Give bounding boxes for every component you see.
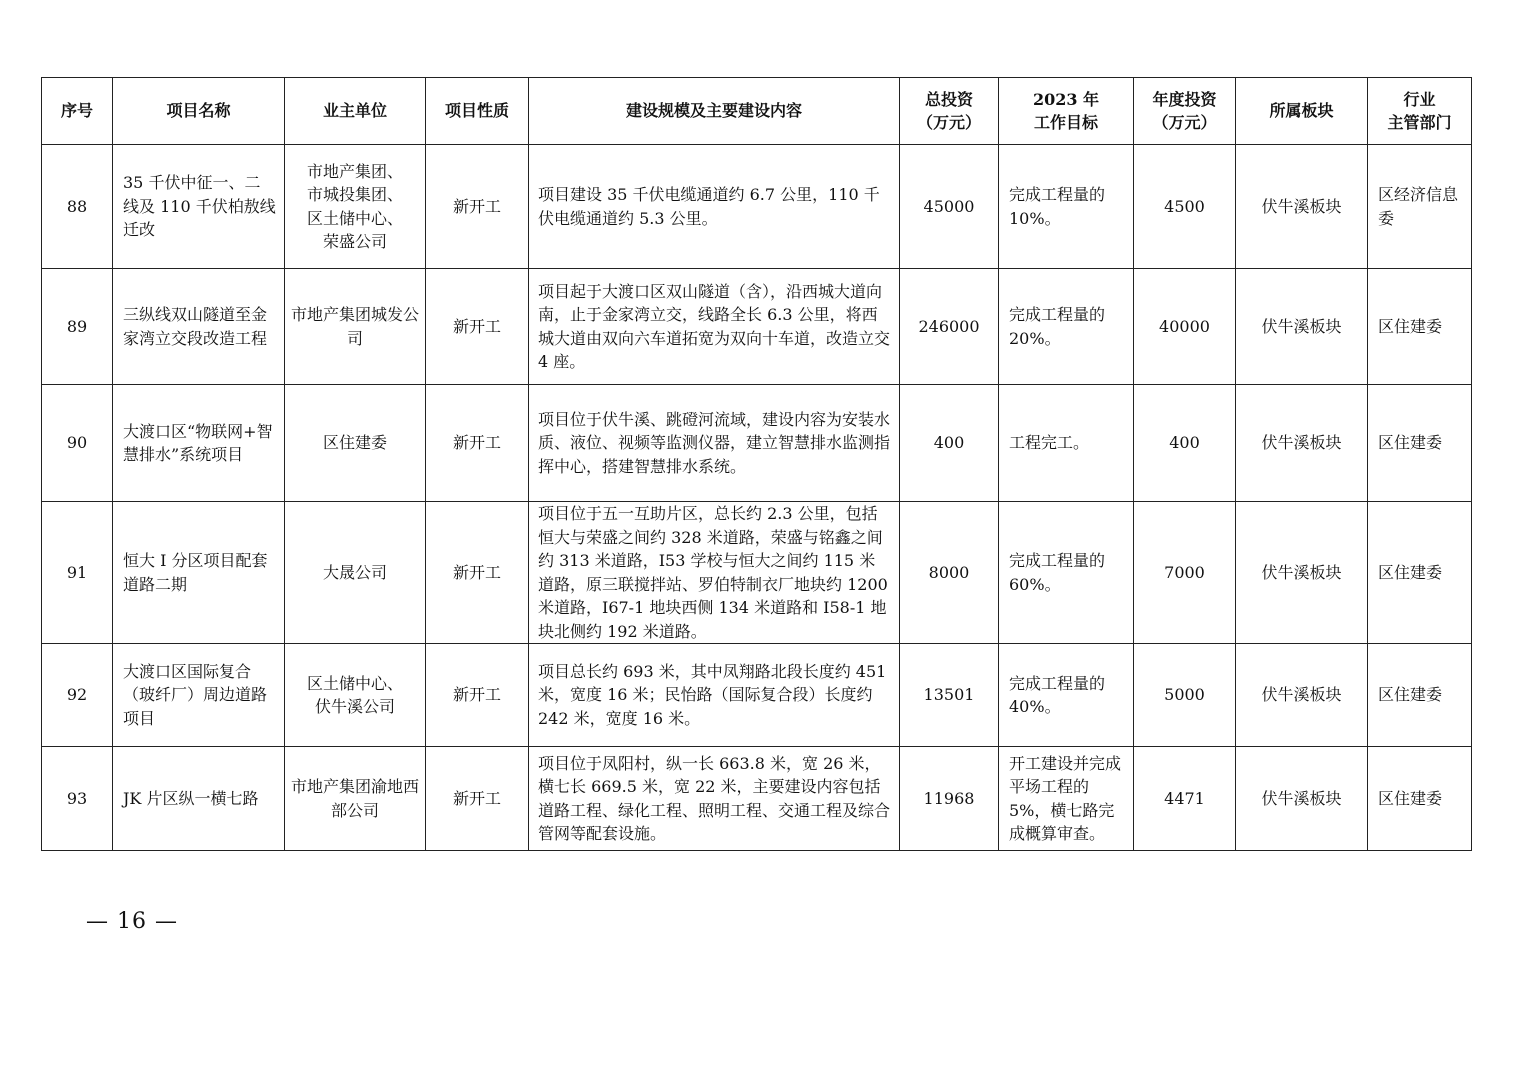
table-row [42, 385, 1472, 502]
cell-sector: 伏牛溪板块 [1236, 502, 1368, 644]
cell-content: 项目总长约 693 米，其中凤翔路北段长度约 451 米，宽度 16 米；民怡路（国际复合段）长度约 242 米，宽度 16 米。 [529, 644, 900, 747]
cell-annual-investment: 400 [1134, 385, 1236, 502]
cell-sector: 伏牛溪板块 [1236, 644, 1368, 747]
cell-total-investment: 8000 [900, 502, 999, 644]
header-department: 行业 主管部门 [1368, 78, 1472, 145]
header-annual-investment: 年度投资 （万元） [1134, 78, 1236, 145]
cell-sector: 伏牛溪板块 [1236, 385, 1368, 502]
page-number: — 16 — [86, 909, 178, 934]
header-seq: 序号 [42, 78, 113, 145]
cell-target: 完成工程量的 60%。 [999, 502, 1134, 644]
cell-owner: 大晟公司 [285, 502, 426, 644]
cell-seq: 93 [42, 747, 113, 851]
cell-nature: 新开工 [426, 747, 529, 851]
cell-department: 区住建委 [1368, 269, 1472, 385]
cell-department: 区住建委 [1368, 385, 1472, 502]
cell-nature: 新开工 [426, 502, 529, 644]
cell-seq: 91 [42, 502, 113, 644]
cell-seq: 89 [42, 269, 113, 385]
cell-seq: 88 [42, 145, 113, 269]
cell-owner: 区土储中心、 伏牛溪公司 [285, 644, 426, 747]
cell-content: 项目位于凤阳村，纵一长 663.8 米，宽 26 米，横七长 669.5 米，宽 22 米，主要建设内容包括道路工程、绿化工程、照明工程、交通工程及综合管网等配套设施。 [529, 747, 900, 851]
table-row [42, 269, 1472, 385]
cell-annual-investment: 4471 [1134, 747, 1236, 851]
cell-content: 项目位于伏牛溪、跳磴河流域，建设内容为安装水质、液位、视频等监测仪器，建立智慧排水监测指挥中心，搭建智慧排水系统。 [529, 385, 900, 502]
header-target: 2023 年 工作目标 [999, 78, 1134, 145]
header-total-investment: 总投资 （万元） [900, 78, 999, 145]
cell-total-investment: 400 [900, 385, 999, 502]
project-table [41, 77, 1472, 851]
cell-total-investment: 11968 [900, 747, 999, 851]
table-header-row [42, 78, 1472, 145]
cell-name: 大渡口区“物联网+智慧排水”系统项目 [113, 385, 285, 502]
cell-department: 区住建委 [1368, 644, 1472, 747]
table-row [42, 747, 1472, 851]
cell-target: 完成工程量的 10%。 [999, 145, 1134, 269]
cell-content: 项目起于大渡口区双山隧道（含），沿西城大道向南，止于金家湾立交，线路全长 6.3 公里，将西城大道由双向六车道拓宽为双向十车道，改造立交 4 座。 [529, 269, 900, 385]
cell-nature: 新开工 [426, 269, 529, 385]
header-content: 建设规模及主要建设内容 [529, 78, 900, 145]
cell-target: 完成工程量的 20%。 [999, 269, 1134, 385]
cell-department: 区住建委 [1368, 747, 1472, 851]
cell-nature: 新开工 [426, 385, 529, 502]
header-owner: 业主单位 [285, 78, 426, 145]
cell-owner: 市地产集团城发公司 [285, 269, 426, 385]
cell-owner: 市地产集团、 市城投集团、 区土储中心、 荣盛公司 [285, 145, 426, 269]
project-table-sheet [41, 77, 1471, 851]
cell-annual-investment: 5000 [1134, 644, 1236, 747]
cell-annual-investment: 7000 [1134, 502, 1236, 644]
cell-target: 完成工程量的 40%。 [999, 644, 1134, 747]
cell-department: 区经济信息委 [1368, 145, 1472, 269]
cell-target: 工程完工。 [999, 385, 1134, 502]
cell-seq: 90 [42, 385, 113, 502]
cell-owner: 区住建委 [285, 385, 426, 502]
header-name: 项目名称 [113, 78, 285, 145]
cell-annual-investment: 40000 [1134, 269, 1236, 385]
cell-nature: 新开工 [426, 644, 529, 747]
cell-name: 恒大 I 分区项目配套道路二期 [113, 502, 285, 644]
cell-seq: 92 [42, 644, 113, 747]
cell-content: 项目位于五一互助片区，总长约 2.3 公里，包括恒大与荣盛之间约 328 米道路，荣盛与铭鑫之间约 313 米道路，I53 学校与恒大之间约 115 米道路，原三联搅拌站、罗伯特制衣厂地块约 1200 米道路，I67-1 地块西侧 134 米道路和 I58-1 地块北侧约 192 米道路。 [529, 502, 900, 644]
cell-total-investment: 13501 [900, 644, 999, 747]
cell-total-investment: 246000 [900, 269, 999, 385]
table-row [42, 145, 1472, 269]
cell-annual-investment: 4500 [1134, 145, 1236, 269]
cell-department: 区住建委 [1368, 502, 1472, 644]
header-sector: 所属板块 [1236, 78, 1368, 145]
cell-total-investment: 45000 [900, 145, 999, 269]
cell-owner: 市地产集团渝地西部公司 [285, 747, 426, 851]
cell-content: 项目建设 35 千伏电缆通道约 6.7 公里，110 千伏电缆通道约 5.3 公里。 [529, 145, 900, 269]
cell-name: 三纵线双山隧道至金家湾立交段改造工程 [113, 269, 285, 385]
table-row [42, 644, 1472, 747]
cell-name: 大渡口区国际复合（玻纤厂）周边道路项目 [113, 644, 285, 747]
cell-sector: 伏牛溪板块 [1236, 269, 1368, 385]
header-nature: 项目性质 [426, 78, 529, 145]
cell-name: 35 千伏中征一、二线及 110 千伏柏敖线迁改 [113, 145, 285, 269]
cell-sector: 伏牛溪板块 [1236, 747, 1368, 851]
cell-target: 开工建设并完成平场工程的 5%，横七路完成概算审查。 [999, 747, 1134, 851]
table-row [42, 502, 1472, 644]
cell-sector: 伏牛溪板块 [1236, 145, 1368, 269]
cell-nature: 新开工 [426, 145, 529, 269]
cell-name: JK 片区纵一横七路 [113, 747, 285, 851]
